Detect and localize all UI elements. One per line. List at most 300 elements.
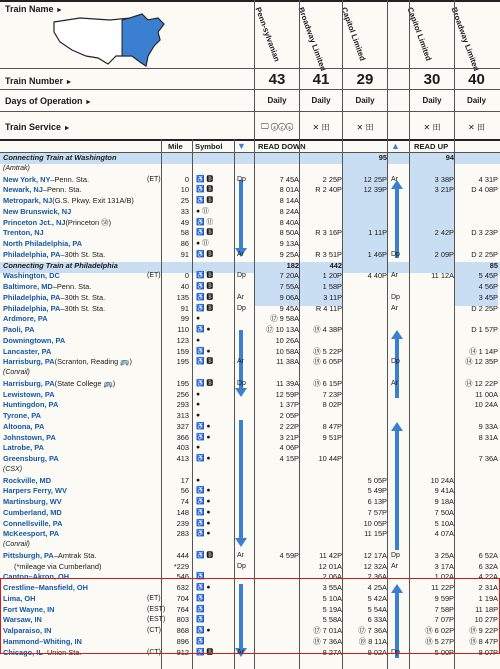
c30-cell: 3 38P bbox=[434, 174, 454, 184]
table-row bbox=[0, 519, 500, 530]
c41-cell: ⑲ 7 36A bbox=[313, 636, 342, 646]
c40-cell: 4 22A bbox=[478, 572, 498, 582]
table-row bbox=[0, 325, 500, 336]
c40-cell: 10 24A bbox=[474, 400, 498, 410]
station-name: Downingtown, PA bbox=[3, 335, 66, 345]
service-29: ✕ 田 bbox=[356, 123, 374, 132]
c43-cell: 11 38A bbox=[276, 357, 299, 367]
c40-cell: 85 bbox=[489, 260, 498, 270]
sym-cell: ♿ ● bbox=[196, 498, 211, 505]
c41-cell: R 4 11P bbox=[315, 303, 342, 313]
c29-cell: 12 17A bbox=[363, 550, 387, 560]
c41-cell: 5 10A bbox=[322, 593, 342, 603]
c41-cell: 5 19A bbox=[322, 604, 342, 614]
c29-cell: 1 46P bbox=[367, 249, 387, 259]
mi-cell: 239 bbox=[176, 518, 189, 528]
mi-cell: 546 bbox=[176, 572, 189, 582]
station-name: Warsaw, IN bbox=[3, 615, 42, 625]
c40-cell: D 3 23P bbox=[471, 228, 498, 238]
c43-cell: 10 58A bbox=[275, 346, 299, 356]
sym-cell: ♿ 🅱 bbox=[196, 197, 214, 204]
station-name: New York, NY–Penn. Sta. bbox=[3, 174, 89, 184]
sym-cell: ♿ bbox=[196, 637, 205, 645]
days-30: Daily bbox=[422, 96, 442, 105]
table-row bbox=[0, 282, 500, 293]
c30-cell: 3 17A bbox=[434, 561, 454, 571]
tz-cell: (ET) bbox=[147, 594, 161, 602]
sym-cell: ♿ 🅱 bbox=[196, 648, 214, 656]
station-name: Baltimore, MD–Penn. Sta. bbox=[3, 282, 92, 291]
c40-cell: D 2 25P bbox=[471, 303, 498, 313]
sym-cell: ● bbox=[196, 444, 201, 452]
station-name: Philadelphia, PA–30th St. Sta. bbox=[3, 292, 106, 302]
c41-cell: 8 27A bbox=[322, 647, 342, 657]
c40-cell: ⑲ 9 22P bbox=[469, 626, 498, 635]
tz-cell: (ET) bbox=[147, 272, 161, 280]
dp-cell: Dp bbox=[237, 562, 246, 570]
railroad-label-row bbox=[0, 164, 500, 175]
station-name: Metropark, NJ(G.S. Pkwy. Exit 131A/B) bbox=[3, 196, 134, 205]
c43-cell: 12 59P bbox=[275, 389, 299, 399]
mi-cell: 327 bbox=[176, 421, 189, 431]
c41-cell: 2 25P bbox=[322, 174, 342, 184]
station-name: McKeesport, PA bbox=[3, 529, 60, 539]
table-row bbox=[0, 411, 500, 422]
c43-cell: 7 20A bbox=[279, 271, 299, 281]
c30-cell: 11 22P bbox=[431, 583, 454, 592]
c41-cell: R 3 16P bbox=[315, 228, 342, 238]
station-name: Valparaiso, IN bbox=[3, 626, 52, 635]
dp-cell: Ar bbox=[237, 293, 244, 301]
table-row bbox=[0, 454, 500, 465]
station-name: Newark, NJ–Penn. Sta. bbox=[3, 185, 82, 195]
sym-cell: ● ⑪ bbox=[196, 240, 209, 247]
c40-cell: 4 56P bbox=[478, 282, 498, 291]
station-name: Latrobe, PA bbox=[3, 443, 44, 453]
c30-cell: 94 bbox=[445, 153, 454, 162]
c43-cell: 2 22P bbox=[279, 421, 299, 431]
c29-cell: 10 05P bbox=[363, 518, 387, 528]
c43-cell: 4 59P bbox=[279, 550, 299, 560]
station-name: Hammond–Whiting, IN bbox=[3, 636, 82, 646]
c29-cell: 12 25P bbox=[363, 174, 387, 184]
c29-cell: 4 25A bbox=[367, 583, 387, 592]
c30-cell: 1 02A bbox=[434, 572, 454, 582]
dp-cell: Dp bbox=[237, 272, 246, 280]
station-name: Johnstown, PA bbox=[3, 432, 56, 442]
c30-cell: 10 24A bbox=[430, 475, 454, 485]
c43-cell: 8 40A bbox=[279, 217, 299, 227]
mi-cell: 313 bbox=[176, 411, 189, 420]
mi-cell: 896 bbox=[176, 636, 189, 646]
train-name-broadway-limited: Broadway Limited bbox=[296, 6, 328, 73]
sym-cell: ● bbox=[196, 476, 201, 484]
c40-cell: 10 27P bbox=[474, 615, 498, 625]
sym-cell: ● bbox=[196, 412, 201, 419]
train-number-30: 30 bbox=[423, 71, 441, 88]
sym-cell: ♿ 🅱 bbox=[196, 304, 214, 312]
c41-cell: 10 44P bbox=[318, 454, 342, 463]
station-name: Connellsville, PA bbox=[3, 518, 63, 528]
mi-cell: 10 bbox=[180, 185, 189, 195]
c30-cell: 5 10A bbox=[434, 518, 454, 528]
mi-cell: 74 bbox=[180, 497, 189, 506]
c41-cell: 5 58A bbox=[322, 615, 342, 625]
c40-cell: 3 45P bbox=[478, 292, 498, 302]
c41-cell: R 3 51P bbox=[315, 249, 342, 259]
c43-cell: 8 50A bbox=[279, 228, 299, 238]
table-row bbox=[0, 271, 500, 282]
mi-cell: 0 bbox=[184, 174, 189, 184]
service-30: ✕ 田 bbox=[423, 123, 441, 132]
mi-cell: 17 bbox=[180, 475, 189, 485]
c40-cell: 11 00A bbox=[475, 389, 498, 399]
table-row bbox=[0, 304, 500, 315]
c43-cell: 10 26A bbox=[275, 335, 299, 345]
station-name: Fort Wayne, IN bbox=[3, 604, 55, 614]
mi-cell: 632 bbox=[176, 583, 189, 592]
c41-cell: ⑲ 4 38P bbox=[313, 325, 342, 334]
table-row bbox=[0, 336, 500, 347]
c41-cell: 3 11P bbox=[323, 292, 342, 302]
us-map-icon bbox=[50, 12, 170, 72]
c43-cell: 1 37P bbox=[279, 400, 299, 410]
train-number-29: 29 bbox=[356, 71, 374, 88]
railroad-label-row bbox=[0, 465, 500, 476]
down-arrow-icon: ▼ bbox=[237, 141, 246, 151]
c29-cell: 9 02A bbox=[367, 647, 387, 657]
service-43: 🖵 ⓢⓒⓢ bbox=[260, 122, 294, 131]
train-service-label: Train Service ► bbox=[5, 122, 71, 132]
table-row bbox=[0, 529, 500, 540]
c29-cell: 5 42A bbox=[367, 593, 387, 603]
c29-cell: 11 15P bbox=[364, 529, 387, 539]
mi-cell: 293 bbox=[176, 400, 189, 410]
c41-cell: 8 02P bbox=[322, 400, 342, 410]
c41-cell: 2 06A bbox=[322, 572, 342, 582]
c29-cell: 5 05P bbox=[367, 475, 387, 485]
sym-cell: ♿ ⑪ bbox=[196, 218, 214, 226]
train-name-capitol-limited: Capitol Limited bbox=[339, 6, 368, 62]
sym-cell: ♿ bbox=[196, 616, 205, 624]
c30-cell: 7 58P bbox=[434, 604, 454, 614]
c29-cell: 12 32A bbox=[363, 561, 387, 571]
c30-cell: 7 07P bbox=[434, 615, 454, 625]
c30-cell: 2 42P bbox=[434, 228, 454, 238]
c43-cell: ⑰ 9 58A bbox=[270, 314, 299, 324]
sym-cell: ♿ ● bbox=[196, 530, 211, 538]
station-name: Philadelphia, PA–30th St. Sta. bbox=[3, 303, 106, 313]
sym-cell: ● ⑪ bbox=[196, 207, 209, 215]
c40-cell: 7 36A bbox=[478, 454, 498, 463]
station-name: Altoona, PA bbox=[3, 421, 45, 431]
c41-cell: 12 01A bbox=[318, 561, 342, 571]
sym-cell: ♿ ● bbox=[196, 519, 211, 527]
sym-cell: ♿ ● bbox=[196, 347, 211, 355]
sym-cell: ♿ 🅱 bbox=[196, 272, 214, 280]
station-name: Greensburg, PA bbox=[3, 454, 59, 463]
sym-cell: ♿ 🅱 bbox=[196, 551, 214, 559]
mi-cell: 704 bbox=[176, 593, 189, 603]
station-name: Chicago, IL–Union Sta. bbox=[3, 647, 82, 657]
station-name: Tyrone, PA bbox=[3, 411, 41, 420]
ad-cell: Ar bbox=[391, 562, 398, 570]
c41-cell: R 2 40P bbox=[315, 185, 342, 195]
mi-cell: 912 bbox=[176, 647, 189, 657]
c29-cell: 6 13P bbox=[367, 497, 387, 506]
c30-cell: 11 12A bbox=[431, 271, 454, 281]
c41-cell: 1 58P bbox=[322, 282, 342, 291]
c30-cell: ⑲ 6 02P bbox=[425, 626, 454, 635]
c41-cell: ⑰ 7 01A bbox=[313, 626, 342, 635]
train-number-43: 43 bbox=[268, 71, 286, 88]
station-name: Trenton, NJ bbox=[3, 228, 44, 238]
service-41: ✕ 田 bbox=[312, 123, 330, 132]
c30-cell: 3 21P bbox=[434, 185, 454, 195]
c43-cell: 7 45A bbox=[279, 174, 299, 184]
sym-cell: ♿ 🅱 bbox=[196, 229, 214, 237]
station-name: Lima, OH bbox=[3, 593, 36, 603]
train-name-pennsylvanian: Penn-sylvanian bbox=[253, 6, 282, 63]
mi-cell: 135 bbox=[176, 292, 189, 302]
sym-cell: ♿ ● bbox=[196, 326, 211, 333]
sym-cell: ♿ bbox=[196, 594, 205, 602]
mi-cell: 123 bbox=[176, 335, 189, 345]
c30-cell: 9 18A bbox=[434, 497, 454, 506]
station-name: (Amtrak) bbox=[3, 164, 30, 172]
station-name: Harrisburg, PA(Scranton, Reading 🚌) bbox=[3, 357, 133, 367]
c40-cell: 6 32A bbox=[478, 561, 498, 571]
c29-cell: 5 49P bbox=[367, 486, 387, 496]
station-name: Ardmore, PA bbox=[3, 314, 48, 324]
station-name: Princeton Jct., NJ(Princeton ㊿) bbox=[3, 217, 112, 227]
ad-cell: Ar bbox=[391, 272, 398, 280]
mi-cell: 25 bbox=[180, 196, 189, 205]
read-up-header: READ UP bbox=[414, 142, 449, 151]
c30-cell: ⑲ 5 27P bbox=[425, 636, 454, 646]
sym-cell: ♿ ● bbox=[196, 487, 211, 495]
table-row bbox=[0, 422, 500, 433]
ad-cell: Ar bbox=[391, 175, 398, 183]
station-name: Washington, DC bbox=[3, 271, 60, 281]
table-row bbox=[0, 250, 500, 261]
mi-cell: 40 bbox=[180, 282, 189, 291]
up-arrow-icon: ▲ bbox=[391, 141, 400, 151]
service-40: ✕ 田 bbox=[468, 123, 485, 132]
c40-cell: 6 52A bbox=[478, 550, 498, 560]
station-name: Lewistown, PA bbox=[3, 389, 55, 399]
station-name: Paoli, PA bbox=[3, 325, 35, 334]
tz-cell: (CT) bbox=[147, 627, 161, 634]
station-name: (Conrail) bbox=[3, 369, 30, 376]
ad-cell: Ar bbox=[391, 379, 398, 387]
table-row bbox=[0, 433, 500, 444]
sym-cell: ● bbox=[196, 401, 201, 409]
station-name: Huntingdon, PA bbox=[3, 400, 59, 410]
mi-cell: *229 bbox=[173, 561, 189, 571]
c43-cell: 4 15P bbox=[279, 454, 299, 463]
c40-cell: D 4 08P bbox=[471, 185, 498, 195]
ad-cell: Dp bbox=[391, 250, 400, 258]
station-name: Lancaster, PA bbox=[3, 346, 52, 356]
mi-cell: 195 bbox=[176, 357, 189, 367]
c41-cell: ⑲ 6 05P bbox=[313, 357, 342, 367]
station-name: Cumberland, MD bbox=[3, 507, 62, 517]
c40-cell: 5 45P bbox=[478, 271, 498, 281]
table-row bbox=[0, 486, 500, 497]
c43-cell: 7 55A bbox=[279, 282, 299, 291]
c43-cell: 9 45A bbox=[279, 303, 299, 313]
c30-cell: 9 41A bbox=[434, 486, 454, 496]
mi-cell: 159 bbox=[176, 346, 189, 356]
c41-cell: ⑲ 6 15P bbox=[313, 378, 342, 388]
station-name: Rockville, MD bbox=[3, 475, 52, 485]
c29-cell: 12 39P bbox=[363, 185, 387, 195]
c43-cell: 3 21P bbox=[279, 432, 299, 442]
mi-cell: 283 bbox=[176, 529, 189, 539]
c43-cell: ⑰ 10 13A bbox=[266, 325, 299, 334]
train-name-broadway-limited-up: Broadway Limited bbox=[449, 6, 481, 73]
sym-cell: ● bbox=[196, 315, 201, 323]
connecting-train-row bbox=[0, 153, 500, 164]
c30-cell: 4 07A bbox=[434, 529, 454, 539]
sym-cell: ♿ ● bbox=[196, 627, 211, 634]
station-name: Harrisburg, PA(State College 🚌) bbox=[3, 378, 116, 388]
sym-cell: ♿ ● bbox=[196, 433, 211, 441]
c40-cell: ⑭ 12 22P bbox=[465, 378, 498, 388]
c30-cell: 3 25A bbox=[434, 550, 454, 560]
c40-cell: ⑭ 12 35P bbox=[465, 357, 498, 367]
tz-cell: (ET) bbox=[147, 175, 161, 183]
sym-cell: ♿ 🅱 bbox=[196, 250, 214, 258]
c40-cell: D 1 57P bbox=[471, 325, 498, 334]
train-number-41: 41 bbox=[312, 71, 330, 88]
c40-cell: 8 07P bbox=[478, 647, 498, 657]
c43-cell: 9 25A bbox=[279, 249, 299, 259]
mi-cell: 58 bbox=[180, 228, 189, 238]
sym-cell: ♿ bbox=[196, 605, 205, 613]
dp-cell: Ar bbox=[237, 551, 244, 559]
station-name: New Brunswick, NJ bbox=[3, 206, 72, 216]
c30-cell: 7 50A bbox=[434, 507, 454, 517]
c43-cell: 2 05P bbox=[279, 411, 299, 420]
c40-cell: 11 18P bbox=[475, 604, 498, 614]
table-row bbox=[0, 293, 500, 304]
sym-cell: ♿ ● bbox=[196, 422, 211, 430]
train-name-label: Train Name ► bbox=[5, 4, 63, 14]
station-name: Pittsburgh, PA–Amtrak Sta. bbox=[3, 550, 97, 560]
train-number-label: Train Number ► bbox=[5, 76, 73, 86]
c40-cell: ⑭ 1 14P bbox=[469, 346, 498, 356]
sym-cell: ♿ 🅱 bbox=[196, 358, 214, 366]
dp-cell: Ar bbox=[237, 648, 244, 656]
station-name: (*mileage via Cumberland) bbox=[14, 561, 102, 571]
c41-cell: 1 20P bbox=[322, 271, 342, 281]
table-row bbox=[0, 196, 500, 207]
c43-cell: 9 06A bbox=[279, 292, 299, 302]
sym-cell: ♿ ● bbox=[196, 455, 211, 462]
railroad-label-row bbox=[0, 368, 500, 379]
station-name: Crestline–Mansfield, OH bbox=[3, 583, 89, 592]
days-of-operation-label: Days of Operation ► bbox=[5, 96, 92, 106]
dp-cell: Dp bbox=[237, 175, 246, 183]
station-name: Harpers Ferry, WV bbox=[3, 486, 67, 496]
c41-cell: 442 bbox=[329, 260, 342, 270]
c40-cell: D 2 25P bbox=[471, 249, 498, 259]
table-row bbox=[0, 239, 500, 250]
mi-cell: 49 bbox=[180, 217, 189, 227]
mi-cell: 868 bbox=[176, 626, 189, 635]
c40-cell: 1 19A bbox=[478, 593, 498, 603]
c40-cell: 2 31A bbox=[478, 583, 498, 592]
sym-cell: ♿ ● bbox=[196, 508, 211, 516]
station-name: Philadelphia, PA–30th St. Sta. bbox=[3, 249, 106, 259]
table-row bbox=[0, 228, 500, 239]
ad-cell: Dp bbox=[391, 358, 400, 366]
table-row bbox=[0, 218, 500, 229]
c41-cell: 8 47P bbox=[322, 421, 342, 431]
c41-cell: 7 23P bbox=[322, 389, 342, 399]
mi-cell: 764 bbox=[176, 604, 189, 614]
table-row bbox=[0, 400, 500, 411]
mi-cell: 99 bbox=[180, 314, 189, 324]
railroad-label-row bbox=[0, 540, 500, 551]
sym-cell: ♿ 🅱 bbox=[196, 283, 214, 290]
c43-cell: 8 24A bbox=[279, 206, 299, 216]
table-row bbox=[0, 175, 500, 186]
train-number-40: 40 bbox=[468, 71, 485, 88]
table-row bbox=[0, 390, 500, 401]
ad-cell: Dp bbox=[391, 551, 400, 559]
ad-cell: Dp bbox=[391, 648, 400, 656]
c41-cell: ⑲ 5 22P bbox=[313, 346, 342, 356]
days-43: Daily bbox=[267, 96, 287, 105]
dp-cell: Ar bbox=[237, 358, 244, 366]
c29-cell: 5 54A bbox=[367, 604, 387, 614]
station-name: Connecting Train at Philadelphia bbox=[3, 260, 118, 270]
read-down-header: READ DOWN bbox=[258, 142, 306, 151]
c29-cell: 1 11P bbox=[368, 228, 387, 238]
c29-cell: 7 57P bbox=[367, 507, 387, 517]
connecting-train-row bbox=[0, 261, 500, 272]
c43-cell: 4 06P bbox=[279, 443, 299, 453]
mi-cell: 256 bbox=[176, 389, 189, 399]
c43-cell: 9 13A bbox=[279, 239, 299, 248]
c43-cell: 8 01A bbox=[279, 185, 299, 195]
table-row bbox=[0, 551, 500, 562]
station-name: Martinsburg, WV bbox=[3, 497, 62, 506]
mi-cell: 33 bbox=[180, 206, 189, 216]
c40-cell: 9 33A bbox=[478, 421, 498, 431]
c29-cell: ⑰ 7 36A bbox=[358, 626, 387, 635]
c29-cell: 6 33A bbox=[367, 615, 387, 625]
c43-cell: 182 bbox=[286, 260, 299, 270]
mi-cell: 195 bbox=[176, 378, 189, 388]
mi-cell: 148 bbox=[176, 507, 189, 517]
mi-cell: 91 bbox=[180, 249, 189, 259]
tz-cell: (CT) bbox=[147, 648, 161, 656]
table-row bbox=[0, 497, 500, 508]
mi-cell: 0 bbox=[184, 271, 189, 281]
table-row bbox=[0, 185, 500, 196]
mi-cell: 86 bbox=[180, 239, 189, 248]
table-row bbox=[0, 562, 500, 573]
station-name: (CSX) bbox=[3, 465, 23, 473]
table-row bbox=[0, 443, 500, 454]
sym-cell: ♿ bbox=[196, 573, 205, 581]
days-40: Daily bbox=[466, 96, 487, 105]
c41-cell: 3 55A bbox=[322, 583, 342, 592]
